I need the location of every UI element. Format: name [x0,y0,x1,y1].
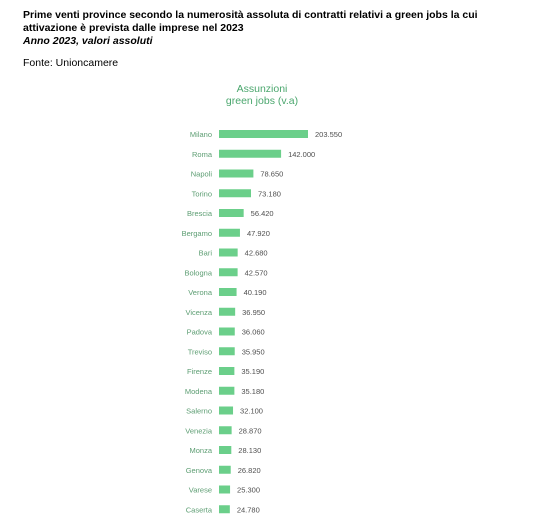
bar [219,209,244,217]
value-label: 142.000 [288,149,316,159]
value-label: 78.650 [260,169,284,179]
bar [219,288,237,296]
bar [219,130,308,138]
category-label: Venezia [185,426,212,436]
category-label: Milano [189,130,212,139]
value-label: 26.820 [237,465,261,475]
bar [219,347,235,355]
value-label: 35.950 [241,347,265,357]
bar [219,268,238,276]
chart-source: Fonte: Unioncamere [23,57,119,69]
category-label: Caserta [185,505,212,515]
value-label: 42.570 [244,268,268,278]
category-label: Vicenza [185,307,212,317]
bar [219,407,233,415]
bar [219,367,234,375]
chart-title-line: Assunzioni [236,83,288,95]
category-label: Bari [198,248,212,258]
chart-inner-title [226,83,298,107]
category-label: Napoli [190,169,212,179]
bar [219,150,281,158]
value-label: 36.950 [242,307,266,317]
value-label: 47.920 [246,228,270,238]
category-label: Verona [188,288,212,297]
bar [219,170,253,178]
value-label: 42.680 [244,248,268,258]
bar [219,505,230,513]
value-label: 73.180 [257,189,281,199]
category-label: Salerno [186,406,212,416]
category-label: Monza [189,446,212,455]
bar [219,308,235,316]
category-label: Roma [191,149,212,159]
category-label: Brescia [186,209,212,218]
bars [182,130,343,514]
category-label: Firenze [186,367,212,376]
bar [219,446,231,454]
category-label: Padova [186,327,212,337]
value-label: 36.060 [241,327,265,337]
value-label: 35.180 [241,386,265,396]
bar [219,249,238,257]
category-label: Torino [191,189,212,199]
value-label: 56.420 [250,209,274,218]
category-label: Bergamo [181,228,212,238]
category-label: Modena [184,386,212,396]
value-label: 28.870 [238,426,262,436]
category-label: Treviso [187,347,212,357]
bar [219,229,240,237]
value-label: 203.550 [315,130,343,139]
value-label: 35.190 [241,367,265,376]
chart-subtitle: Anno 2023, valori assoluti [23,35,153,47]
value-label: 32.100 [240,406,263,416]
bar [219,328,235,336]
bar [219,189,251,197]
value-label: 25.300 [237,485,261,495]
category-label: Bologna [184,268,212,278]
value-label: 24.780 [236,505,260,515]
bar [219,387,234,395]
bar [219,486,230,494]
bar [219,426,232,434]
value-label: 28.130 [238,446,262,455]
bar [219,466,231,474]
chart-main-title: Prime venti province secondo la numerosità assoluta di contratti relativi a green jobs la cui attivazione è prevista dalle imprese nel 2023 [23,9,478,34]
category-label: Genova [185,465,212,475]
chart-title-line: green jobs (v.a) [225,95,299,107]
category-label: Varese [188,485,212,495]
value-label: 40.190 [243,288,267,297]
